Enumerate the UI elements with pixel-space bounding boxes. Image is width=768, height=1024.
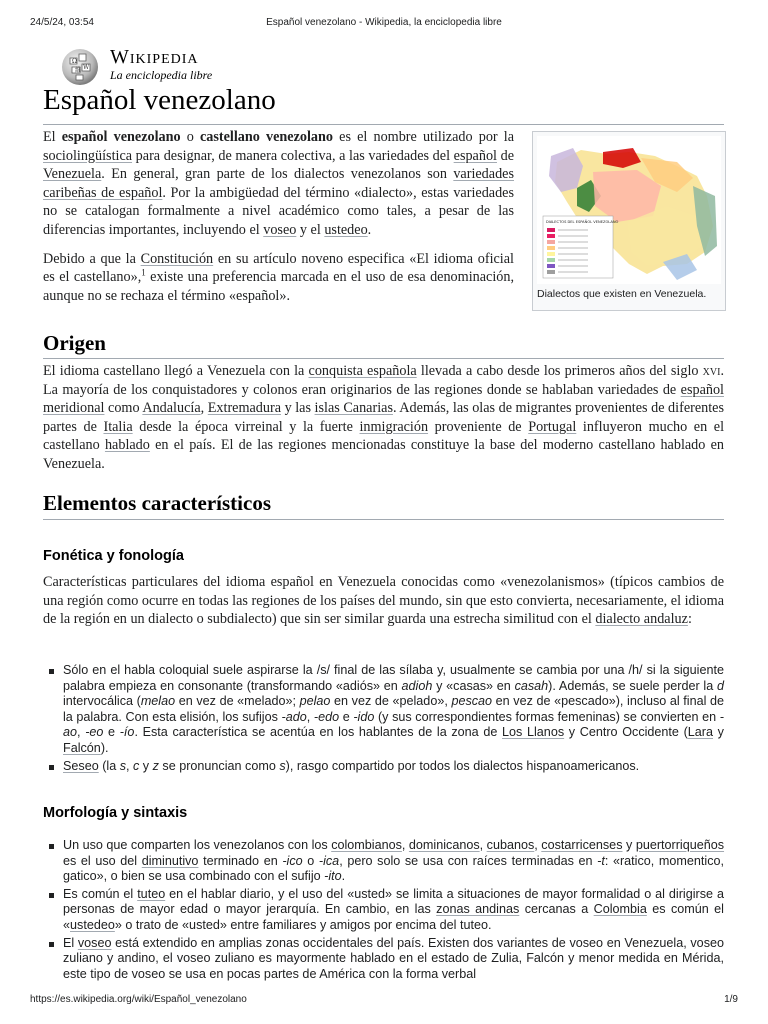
map-infobox: [532, 131, 726, 311]
link-ustedeo-2[interactable]: ustedeo: [70, 917, 115, 932]
map-legend-label-line: [558, 266, 588, 267]
link-italia[interactable]: Italia: [103, 418, 133, 435]
link-espanol-meridional[interactable]: español meridional: [43, 381, 724, 417]
fonetica-section: [43, 573, 724, 629]
link-extremadura[interactable]: Extremadura: [207, 400, 282, 417]
link-constitucion[interactable]: Constitución: [140, 250, 214, 267]
link-diminutivo[interactable]: diminutivo: [141, 853, 199, 868]
intro-paragraph-1: El español venezolano o castellano venezolano es el nombre utilizado por la sociolingüística para designar, de manera colectiva, a las variedades del español de Venezuela. En general, gran parte de los dialectos venezolanos son variedades caribeñas de español. Por la ambigüedad del término «dialecto», estas variedades no se catalogan formalmente a nivel académico como tales, a pesar de las diferencias importantes, incluyendo el voseo y el ustedeo.: [43, 129, 515, 238]
link-los-llanos[interactable]: Los Llanos: [502, 725, 565, 740]
print-datetime: 24/5/24, 03:54: [30, 17, 94, 28]
link-inmigracion[interactable]: inmigración: [359, 418, 429, 435]
link-zonas-andinas[interactable]: zonas andinas: [436, 902, 520, 917]
link-lara[interactable]: Lara: [687, 725, 714, 740]
map-legend-swatch: [547, 270, 555, 274]
reference-1[interactable]: 1: [141, 267, 146, 278]
heading-origen: Origen: [43, 331, 106, 355]
map-legend-swatch: [547, 252, 555, 256]
map-legend-label-line: [558, 230, 588, 231]
print-footer: [30, 994, 738, 1005]
map-legend-label-line: [558, 254, 588, 255]
link-andalucia[interactable]: Andalucía: [142, 400, 201, 417]
map-legend-swatch: [547, 228, 555, 232]
svg-text:W: W: [83, 64, 90, 71]
intro-section: [43, 128, 514, 305]
wikipedia-globe-icon: [58, 46, 102, 86]
link-colombia[interactable]: Colombia: [593, 902, 647, 917]
map-legend-swatch: [547, 258, 555, 262]
map-legend-title: DIALECTOS DEL ESPAÑOL VENEZOLANO: [546, 220, 619, 224]
link-islas-canarias[interactable]: islas Canarias: [314, 400, 393, 417]
link-puertorriquenos[interactable]: puertorriqueños: [635, 838, 725, 852]
map-legend-swatch: [547, 234, 555, 238]
link-sociolinguistica[interactable]: sociolingüística: [43, 147, 133, 164]
wikipedia-logo[interactable]: [58, 44, 228, 86]
map-legend-label-line: [558, 236, 588, 237]
venezuela-dialect-map[interactable]: [537, 136, 721, 284]
link-variedades-caribenas[interactable]: variedades caribeñas de español: [43, 166, 514, 201]
link-costarricenses[interactable]: costarricenses: [541, 838, 623, 852]
map-legend-swatch: [547, 264, 555, 268]
heading-morfologia: Morfología y sintaxis: [43, 805, 188, 821]
century-numeral: xvi: [702, 363, 721, 379]
page-title: Español venezolano: [43, 84, 276, 116]
print-page-title: Español venezolano - Wikipedia, la enciclopedia libre: [266, 17, 502, 28]
link-portugal[interactable]: Portugal: [528, 418, 577, 435]
bold-term: castellano venezolano: [199, 129, 334, 145]
link-dominicanos[interactable]: dominicanos: [408, 838, 480, 852]
link-falcon[interactable]: Falcón: [63, 740, 101, 755]
map-caption: Dialectos que existen en Venezuela.: [537, 288, 707, 300]
list-item: Seseo (la s, c y z se pronuncian como s), rasgo compartido por todos los dialectos hispanoamericanos.: [63, 759, 724, 775]
link-tuteo[interactable]: tuteo: [137, 886, 166, 901]
heading-elementos: Elementos característicos: [43, 491, 271, 515]
link-colombianos[interactable]: colombianos: [331, 838, 402, 852]
link-conquista-espanola[interactable]: conquista española: [308, 363, 417, 379]
fonetica-list: [43, 663, 724, 774]
list-item: Sólo en el habla coloquial suele aspirarse la /s/ final de las sílaba y, usualmente se cambia por una /h/ si la siguiente palabra empieza en consonante (transformando «adiós» en adioh y «casas» en casah). Además, se suele perder la d intervocálica (melao en vez de «melado»; pelao en vez de «pelado», pescao en vez de «pescado»), incluso al final de la palabra. Con esta elisión, los sufijos -ado, -edo e -ido (y sus correspondientes formas femeninas) se convierten en -ao, -eo e -ío. Esta característica se acentúa en los hablantes de la zona de Los Llanos y Centro Occidente (Lara y Falcón).: [63, 663, 724, 755]
link-voseo[interactable]: voseo: [263, 221, 297, 238]
list-item: Un uso que comparten los venezolanos con los colombianos, dominicanos, cubanos, costarricenses y puertorriqueños es el uso del diminutivo terminado en -ico o -ica, pero solo se usa con raíces terminadas en -t: «ratico, momentico, gatico», o bien se usa combinado con el sufijo -ito.: [63, 838, 725, 884]
link-seseo[interactable]: Seseo: [63, 758, 99, 773]
origen-section: [43, 362, 724, 474]
print-header: [30, 17, 738, 28]
fonetica-paragraph: Características particulares del idioma español en Venezuela conocidas como «venezolanismos» (típicos cambios de una región como ocurre en todas las regiones de los países del mundo, sin que esto convierta, necesariamente, el idioma de la región en un dialecto o subdialecto) que sin ser similar guarda una estrecha similitud con el dialecto andaluz:: [43, 574, 724, 628]
map-legend-swatch: [547, 240, 555, 244]
wikipedia-tagline: La enciclopedia libre: [110, 68, 213, 82]
origen-paragraph: El idioma castellano llegó a Venezuela con la conquista española llevada a cabo desde los primeros años del siglo xvi. La mayoría de los conquistadores y colonos eran originarios de las regiones donde se hablaban variedades de español meridional como Andalucía, Extremadura y las islas Canarias. Además, las olas de migrantes provenientes de diferentes partes de Italia desde la época virreinal y la fuerte inmigración proveniente de Portugal influyeron mucho en el castellano hablado en el país. El de las regiones mencionadas constituye la base del moderno castellano hablado en Venezuela.: [43, 363, 725, 472]
map-legend-swatch: [547, 246, 555, 250]
link-espanol[interactable]: español: [453, 147, 497, 164]
print-page-number: 1/9: [724, 994, 738, 1005]
map-legend-label-line: [558, 272, 588, 273]
link-hablado[interactable]: hablado: [104, 437, 150, 454]
title-divider: [43, 124, 724, 125]
heading-origen-divider: [43, 358, 724, 359]
list-item: El voseo está extendido en amplias zonas occidentales del país. Existen dos variantes de voseo en Venezuela, voseo zuliano y andino, el voseo zuliano es mayormente hablado en el estado de Zulia, Falcón y menor medida en Mérida, este tipo de voseo se usa en pocas partes de América con la forma verbal: [63, 935, 724, 981]
list-item: Es común el tuteo en el hablar diario, y el uso del «usted» se limita a situaciones de mayor formalidad o al dirigirse a personas de mayor edad o mayor jerarquía. En cambio, en las zonas andinas cercanas a Colombia es común el «ustedeo» o trato de «usted» entre familiares y amigos por encima del tuteo.: [63, 886, 724, 932]
heading-elementos-divider: [43, 519, 724, 520]
svg-text:Ω: Ω: [72, 58, 77, 65]
wikipedia-wordmark: Wikipedia: [110, 46, 199, 68]
map-legend-label-line: [558, 242, 588, 243]
map-legend-label-line: [558, 248, 588, 249]
link-venezuela[interactable]: Venezuela: [43, 166, 102, 183]
bold-term: español venezolano: [61, 129, 181, 145]
intro-paragraph-2: Debido a que la Constitución en su artículo noveno especifica «El idioma oficial es el castellano»,$^1$ existe una preferencia marcada en el uso de esa denominación, aunque no se rechaza el término «español».: [43, 250, 514, 304]
link-cubanos[interactable]: cubanos: [486, 838, 535, 852]
map-legend-label-line: [558, 260, 588, 261]
print-url[interactable]: https://es.wikipedia.org/wiki/Español_venezolano: [30, 994, 247, 1005]
svg-text:維: 維: [75, 67, 82, 74]
link-ustedeo[interactable]: ustedeo: [324, 221, 368, 238]
morfologia-list: [43, 838, 724, 982]
link-dialecto-andaluz[interactable]: dialecto andaluz: [595, 611, 688, 628]
link-voseo-2[interactable]: voseo: [77, 935, 112, 950]
heading-fonetica: Fonética y fonología: [43, 548, 184, 564]
